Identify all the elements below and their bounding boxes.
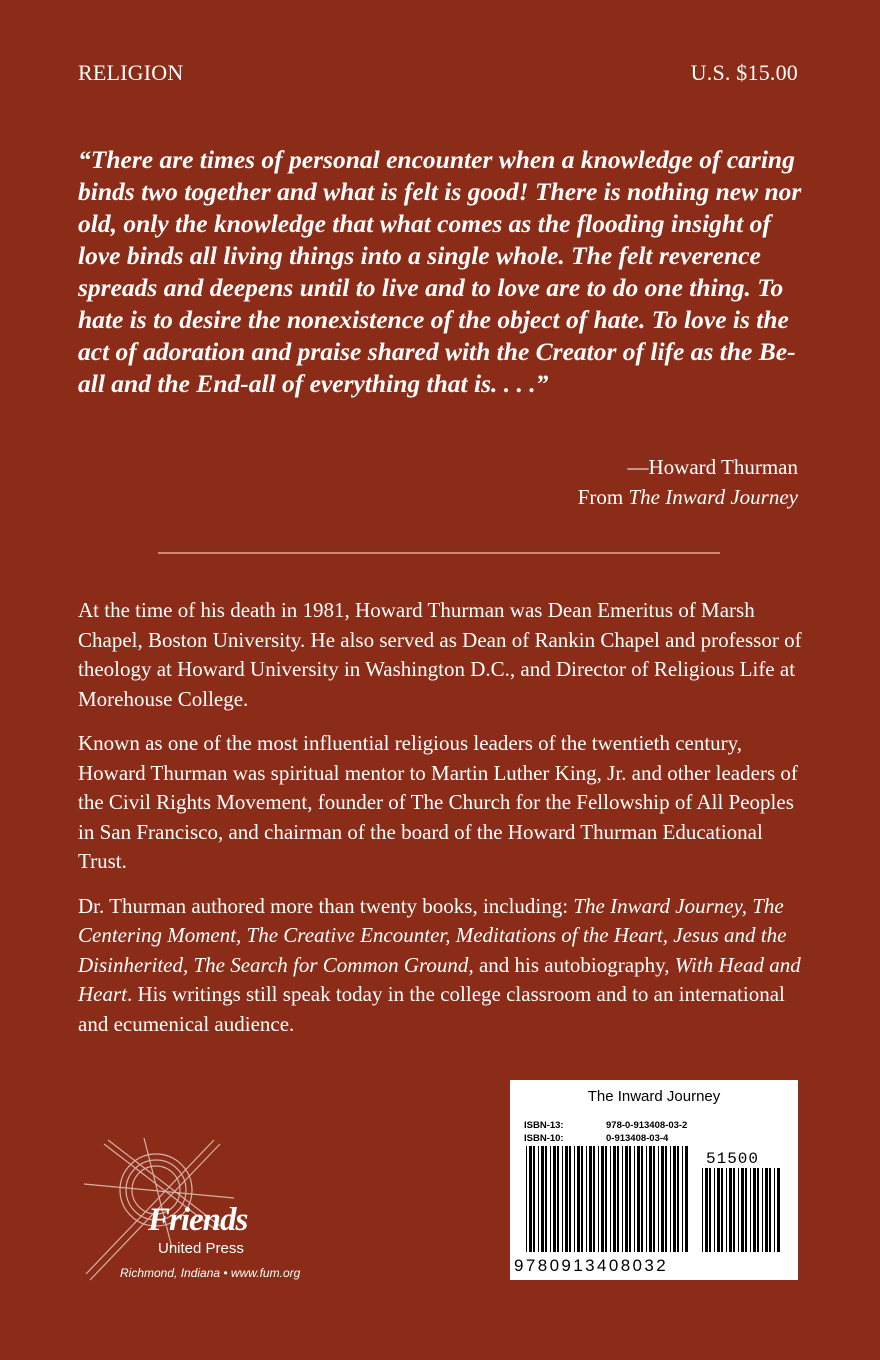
bio-p3-intro: Dr. Thurman authored more than twenty books, including:: [78, 893, 574, 918]
bio-paragraph-3: [78, 892, 802, 1040]
bio-p3-mid: , and his autobiography,: [468, 952, 675, 977]
isbn13-label: ISBN-13:: [524, 1120, 564, 1131]
isbn10-row: [524, 1133, 669, 1144]
barcode-price-code: 51500: [706, 1150, 760, 1168]
isbn10-label: ISBN-10:: [524, 1133, 564, 1144]
bio-p3-books: The Inward Journey, The Centering Moment, The Creative Encounter, Meditations of the Heart, Jesus and the Disinherited, The Search for Common Ground: [78, 893, 787, 977]
isbn13-value: 978-0-913408-03-2: [606, 1120, 688, 1131]
quote-source-title: The Inward Journey: [628, 485, 798, 509]
category-label: RELIGION: [78, 60, 184, 85]
isbn10-value: 0-913408-03-4: [606, 1133, 669, 1144]
barcode-addon-bars: [700, 1168, 782, 1252]
quote-source: [578, 482, 798, 512]
bio-paragraph-2: Known as one of the most influential religious leaders of the twentieth century, Howard Thurman was spiritual mentor to Martin Luther King, Jr. and other leaders of the Civil Rights Movement, founder of The Church for the Fellowship of All Peoples in San Francisco, and chairman of the board of the Howard Thurman Educational Trust.: [78, 731, 798, 873]
barcode-bars: [524, 1146, 692, 1252]
divider-line: [158, 552, 720, 554]
quote-source-prefix: From: [577, 485, 629, 509]
quote-text: “There are times of personal encounter when a knowledge of caring binds two together and what is felt is good! There is nothing new nor old, only the knowledge that what comes as the flooding insight of love binds all living things into a single whole. The felt reverence spreads and deepens until to live and to love are to do one thing. To hate is to desire the nonexistence of the object of hate. To love is the act of adoration and praise shared with the Creator of life as the Be-all and the End-all of everything that is. . . .”: [78, 145, 802, 398]
publisher-name: Friends: [148, 1202, 248, 1238]
barcode-digits: 9780913408032: [514, 1256, 669, 1275]
bio-p3-end: . His writings still speak today in the college classroom and to an international and ecumenical audience.: [78, 982, 785, 1036]
publisher-location: Richmond, Indiana • www.fum.org: [120, 1266, 301, 1280]
header-row: [78, 60, 798, 86]
barcode-title: The Inward Journey: [587, 1088, 721, 1105]
publisher-logo: [84, 1138, 344, 1298]
author-bio: [78, 596, 802, 1054]
price-label: U.S. $15.00: [690, 60, 798, 85]
quote-author: —Howard Thurman: [627, 455, 798, 479]
bio-paragraph-1: At the time of his death in 1981, Howard Thurman was Dean Emeritus of Marsh Chapel, Boston University. He also served as Dean of Rankin Chapel and professor of theology at Howard University in Washington D.C., and Director of Religious Life at Morehouse College.: [78, 598, 802, 711]
bio-p3-autobio: With Head and Heart: [78, 952, 801, 1006]
barcode-box: [510, 1080, 798, 1280]
quote-attribution: [578, 452, 798, 512]
isbn13-row: [524, 1120, 688, 1131]
publisher-subtitle: United Press: [158, 1240, 244, 1257]
